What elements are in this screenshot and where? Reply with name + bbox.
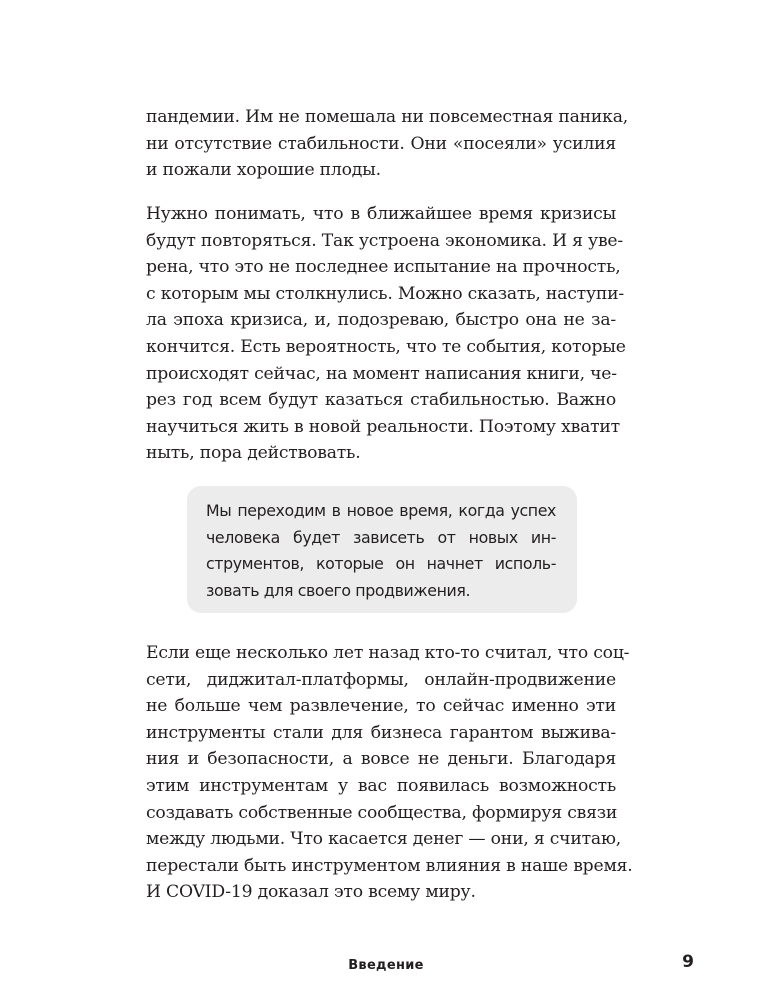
quote-line: зовать для своего продвижения. — [206, 580, 471, 600]
paragraph-line: между людьми. Что касается денег — они, я считаю, — [146, 829, 621, 850]
paragraph-line: ла эпоха кризиса, и, подозреваю, быстро она не за- — [146, 310, 616, 331]
paragraph-line: рез год всем будут казаться стабильностью. Важно — [146, 390, 616, 411]
paragraph-line: ния и безопасности, а вовсе не деньги. Благодаря — [146, 749, 616, 770]
paragraph-line: рена, что это не последнее испытание на прочность, — [146, 257, 621, 278]
body-paragraph-2 — [146, 201, 626, 467]
paragraph-line: научиться жить в новой реальности. Поэтому хватит — [146, 416, 620, 437]
paragraph-line: не больше чем развлечение, то сейчас именно эти — [146, 696, 616, 717]
paragraph-line: инструменты стали для бизнеса гарантом выжива- — [146, 722, 616, 743]
paragraph-line: происходят сейчас, на момент написания книги, че- — [146, 363, 617, 384]
paragraph-line: ныть, пора действовать. — [146, 443, 361, 464]
body-paragraph-1 — [146, 104, 629, 184]
quote-line: человека будет зависеть от новых ин- — [206, 527, 556, 547]
quote-line: Мы переходим в новое время, когда успех — [206, 501, 556, 520]
paragraph-line: перестали быть инструментом влияния в наше время. — [146, 855, 633, 876]
paragraph-line: кончится. Есть вероятность, что те события, которые — [146, 336, 626, 357]
paragraph-line: И COVID-19 доказал это всему миру. — [146, 882, 476, 903]
paragraph-line: с которым мы столкнулись. Можно сказать, наступи- — [146, 283, 624, 304]
paragraph-line: Если еще несколько лет назад кто-то считал, что соц- — [146, 643, 630, 663]
paragraph-line: будут повторяться. Так устроена экономика. И я уве- — [146, 230, 624, 251]
running-footer-section-title: Введение — [348, 958, 424, 973]
body-paragraph-3 — [146, 640, 633, 906]
paragraph-line: пандемии. Им не помешала ни повсеместная паника, — [146, 107, 629, 127]
paragraph-line: ни отсутствие стабильности. Они «посеяли» усилия — [146, 133, 616, 154]
page-number: 9 — [682, 952, 694, 972]
paragraph-line: этим инструментам у вас появилась возможность — [146, 775, 616, 796]
paragraph-line: Нужно понимать, что в ближайшее время кризисы — [146, 204, 616, 224]
paragraph-line: и пожали хорошие плоды. — [146, 160, 381, 181]
quote-line: струментов, которые он начнет исполь- — [206, 554, 556, 574]
pull-quote-text — [206, 498, 556, 604]
paragraph-line: сети, диджитал-платформы, онлайн-продвижение — [146, 669, 616, 690]
pull-quote-box — [187, 486, 577, 613]
paragraph-line: создавать собственные сообщества, формируя связи — [146, 802, 618, 823]
